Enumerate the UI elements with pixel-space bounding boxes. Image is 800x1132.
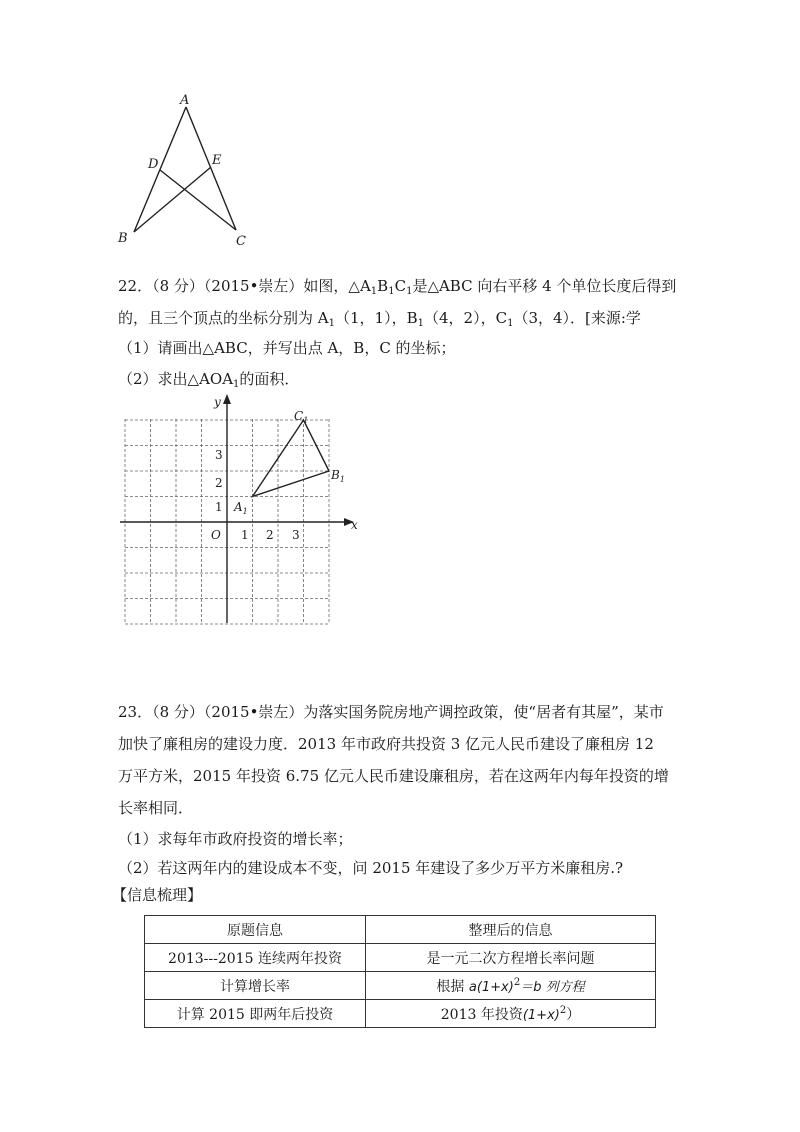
point-a1-label: $A_1$ — [234, 500, 248, 516]
table-cell: 计算增长率 — [145, 972, 366, 1000]
label-d: D — [148, 157, 159, 172]
table-cell: 2013 年投资$(1+x)^2$） — [366, 1000, 656, 1028]
label-e: E — [212, 153, 222, 168]
coordinate-grid-figure — [118, 393, 363, 625]
y-tick-1: 1 — [215, 500, 223, 514]
q23-line3: 万平方米，2015 年投资 6.75 亿元人民币建设廉租房，若在这两年内每年投资的增 — [118, 767, 669, 785]
x-tick-2: 2 — [266, 528, 274, 542]
x-tick-3: 3 — [292, 528, 300, 542]
table-row — [145, 1000, 656, 1028]
label-c: C — [236, 234, 246, 249]
q23-part2: （2）若这两年内的建设成本不变，问 2015 年建设了多少万平方米廉租房.? — [118, 859, 624, 877]
triangle-a1b1c1 — [253, 420, 330, 497]
table-cell: 是一元二次方程增长率问题 — [366, 944, 656, 972]
q22-part2: （2）求出$\triangle AOA_1$的面积． — [118, 370, 300, 390]
q23-line4: 长率相同． — [118, 799, 194, 817]
q23-line1: 23．（8 分）（2015•崇左）为落实国务院房地产调控政策，使“居者有其屋”，某市 — [118, 703, 664, 721]
table-row — [145, 972, 656, 1000]
segment-bd-e — [134, 167, 211, 232]
segment-ac — [186, 107, 236, 230]
x-tick-1: 1 — [241, 528, 249, 542]
q22-line2: 的，且三个顶点的坐标分别为 $A_1(1$，1），$B_1(4$，2），$C_1(3$，4）．[来源:学 — [118, 309, 641, 329]
q22-line1: 22．（8 分）（2015•崇左）如图，$\triangle A_1B_1C_1$是△ABC 向右平移 4 个单位长度后得到 — [118, 277, 677, 297]
q22-part1: （1）请画出△ABC，并写出点 A，B，C 的坐标； — [118, 339, 456, 357]
q23-part1: （1）求每年市政府投资的增长率； — [118, 830, 353, 848]
point-b1-label: $B_1$ — [331, 468, 345, 484]
info-title: 【信息梳理】 — [112, 886, 203, 904]
x-axis-label: x — [351, 518, 358, 532]
table-row — [145, 944, 656, 972]
info-table — [144, 915, 656, 1028]
y-axis-label: y — [214, 395, 221, 409]
y-tick-3: 3 — [215, 448, 223, 462]
label-b: B — [118, 231, 128, 246]
triangle-figure — [110, 90, 260, 255]
table-cell: 根据 $a(1+x)^2=b$ 列方程 — [366, 972, 656, 1000]
q23-line2: 加快了廉租房的建设力度．2013 年市政府共投资 3 亿元人民币建设了廉租房 12 — [118, 735, 654, 753]
table-cell: 2013---2015 连续两年投资 — [145, 944, 366, 972]
point-c1-label: $C_1$ — [294, 409, 309, 425]
table-header-cell: 整理后的信息 — [366, 916, 656, 944]
origin-label: O — [211, 528, 221, 542]
label-a: A — [180, 93, 190, 108]
table-header-cell: 原题信息 — [145, 916, 366, 944]
y-tick-2: 2 — [215, 476, 223, 490]
y-axis-arrow — [223, 394, 231, 404]
segment-ab — [134, 107, 186, 232]
table-cell: 计算 2015 即两年后投资 — [145, 1000, 366, 1028]
table-header-row — [145, 916, 656, 944]
